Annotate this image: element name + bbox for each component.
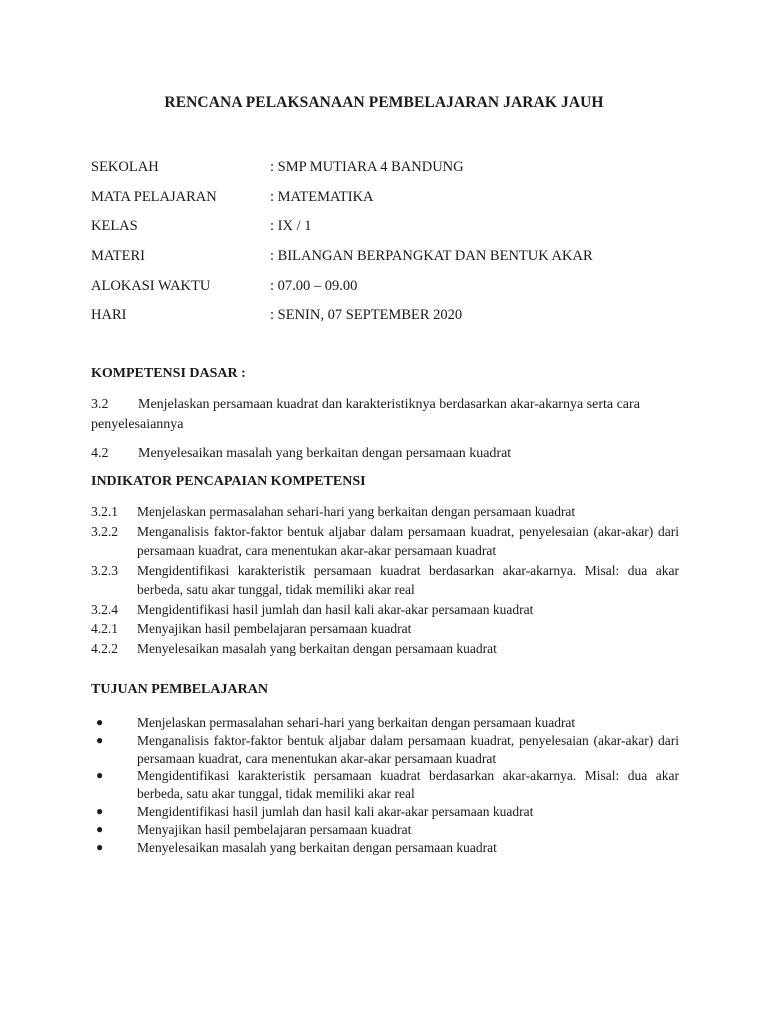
indikator-item bbox=[91, 522, 679, 561]
indikator-item bbox=[91, 502, 679, 522]
indikator-list bbox=[91, 502, 679, 658]
indikator-text: Menganalisis faktor-faktor bentuk aljabar dalam persamaan kuadrat, penyelesaian (akar-akar) dari persamaan kuadrat, cara menentukan akar-akar persamaan kuadrat bbox=[137, 523, 679, 558]
tujuan-text: Menyelesaikan masalah yang berkaitan dengan persamaan kuadrat bbox=[137, 839, 497, 855]
tujuan-item bbox=[91, 714, 679, 732]
info-label: KELAS bbox=[91, 218, 138, 235]
indikator-item bbox=[91, 619, 679, 639]
indikator-item bbox=[91, 639, 679, 659]
info-value: : IX / 1 bbox=[270, 218, 312, 235]
indikator-number: 3.2.4 bbox=[91, 601, 118, 617]
indikator-item bbox=[91, 600, 679, 620]
tujuan-item bbox=[91, 821, 679, 839]
kd-text: Menjelaskan persamaan kuadrat dan karakteristiknya berdasarkan akar-akarnya serta cara penyelesaiannya bbox=[91, 397, 640, 432]
indikator-number: 3.2.1 bbox=[91, 504, 118, 519]
tujuan-text: Menganalisis faktor-faktor bentuk aljabar dalam persamaan kuadrat, penyelesaian (akar-akar) dari persamaan kuadrat, cara menentukan akar-akar persamaan kuadrat bbox=[137, 732, 679, 766]
info-label: ALOKASI WAKTU bbox=[91, 277, 211, 294]
indikator-text: Mengidentifikasi hasil jumlah dan hasil kali akar-akar persamaan kuadrat bbox=[137, 601, 534, 617]
tujuan-item bbox=[91, 839, 679, 857]
tujuan-text: Mengidentifikasi karakteristik persamaan kuadrat berdasarkan akar-akarnya. Misal: dua akar berbeda, satu akar tunggal, tidak memiliki akar real bbox=[137, 768, 679, 802]
kompetensi-dasar-item bbox=[91, 395, 679, 435]
kd-number: 3.2 bbox=[91, 397, 109, 412]
bullet-icon: ● bbox=[96, 803, 104, 818]
info-value: : BILANGAN BERPANGKAT DAN BENTUK AKAR bbox=[270, 248, 593, 265]
info-label: MATA PELAJARAN bbox=[91, 188, 217, 205]
tujuan-item bbox=[91, 732, 679, 768]
info-value: : 07.00 – 09.00 bbox=[270, 277, 358, 294]
info-label: MATERI bbox=[91, 248, 145, 265]
indikator-number: 4.2.1 bbox=[91, 621, 118, 636]
indikator-number: 3.2.3 bbox=[91, 562, 118, 578]
document-title: RENCANA PELAKSANAAN PEMBELAJARAN JARAK JAUH bbox=[164, 94, 604, 111]
info-value: : SMP MUTIARA 4 BANDUNG bbox=[270, 159, 464, 175]
kompetensi-dasar-item bbox=[91, 444, 679, 464]
tujuan-text: Menjelaskan permasalahan sehari-hari yang berkaitan dengan persamaan kuadrat bbox=[137, 715, 576, 730]
bullet-icon: ● bbox=[96, 821, 104, 836]
tujuan-item bbox=[91, 803, 679, 821]
bullet-icon: ● bbox=[96, 839, 104, 854]
bullet-icon: ● bbox=[96, 768, 104, 783]
indikator-text: Menjelaskan permasalahan sehari-hari yang berkaitan dengan persamaan kuadrat bbox=[137, 504, 576, 519]
info-value: : SENIN, 07 SEPTEMBER 2020 bbox=[270, 307, 463, 324]
indikator-text: Menyajikan hasil pembelajaran persamaan kuadrat bbox=[137, 621, 412, 636]
tujuan-item bbox=[91, 767, 679, 803]
indikator-text: Mengidentifikasi karakteristik persamaan kuadrat berdasarkan akar-akarnya. Misal: dua akar berbeda, satu akar tunggal, tidak memiliki akar real bbox=[137, 562, 679, 597]
indikator-heading: INDIKATOR PENCAPAIAN KOMPETENSI bbox=[91, 474, 366, 489]
indikator-item bbox=[91, 561, 679, 600]
info-label: SEKOLAH bbox=[91, 159, 159, 175]
indikator-number: 3.2.2 bbox=[91, 523, 118, 539]
bullet-icon: ● bbox=[96, 732, 104, 747]
tujuan-text: Menyajikan hasil pembelajaran persamaan kuadrat bbox=[137, 821, 412, 837]
kd-number: 4.2 bbox=[91, 446, 109, 461]
tujuan-list bbox=[91, 714, 679, 856]
tujuan-text: Mengidentifikasi hasil jumlah dan hasil kali akar-akar persamaan kuadrat bbox=[137, 803, 534, 819]
info-value: : MATEMATIKA bbox=[270, 188, 374, 205]
indikator-number: 4.2.2 bbox=[91, 640, 118, 656]
kd-text: Menyelesaikan masalah yang berkaitan dengan persamaan kuadrat bbox=[138, 446, 512, 461]
tujuan-heading: TUJUAN PEMBELAJARAN bbox=[91, 682, 268, 697]
info-label: HARI bbox=[91, 307, 127, 324]
bullet-icon: ● bbox=[96, 715, 104, 729]
indikator-text: Menyelesaikan masalah yang berkaitan dengan persamaan kuadrat bbox=[137, 640, 497, 656]
kompetensi-dasar-heading: KOMPETENSI DASAR : bbox=[91, 366, 246, 381]
